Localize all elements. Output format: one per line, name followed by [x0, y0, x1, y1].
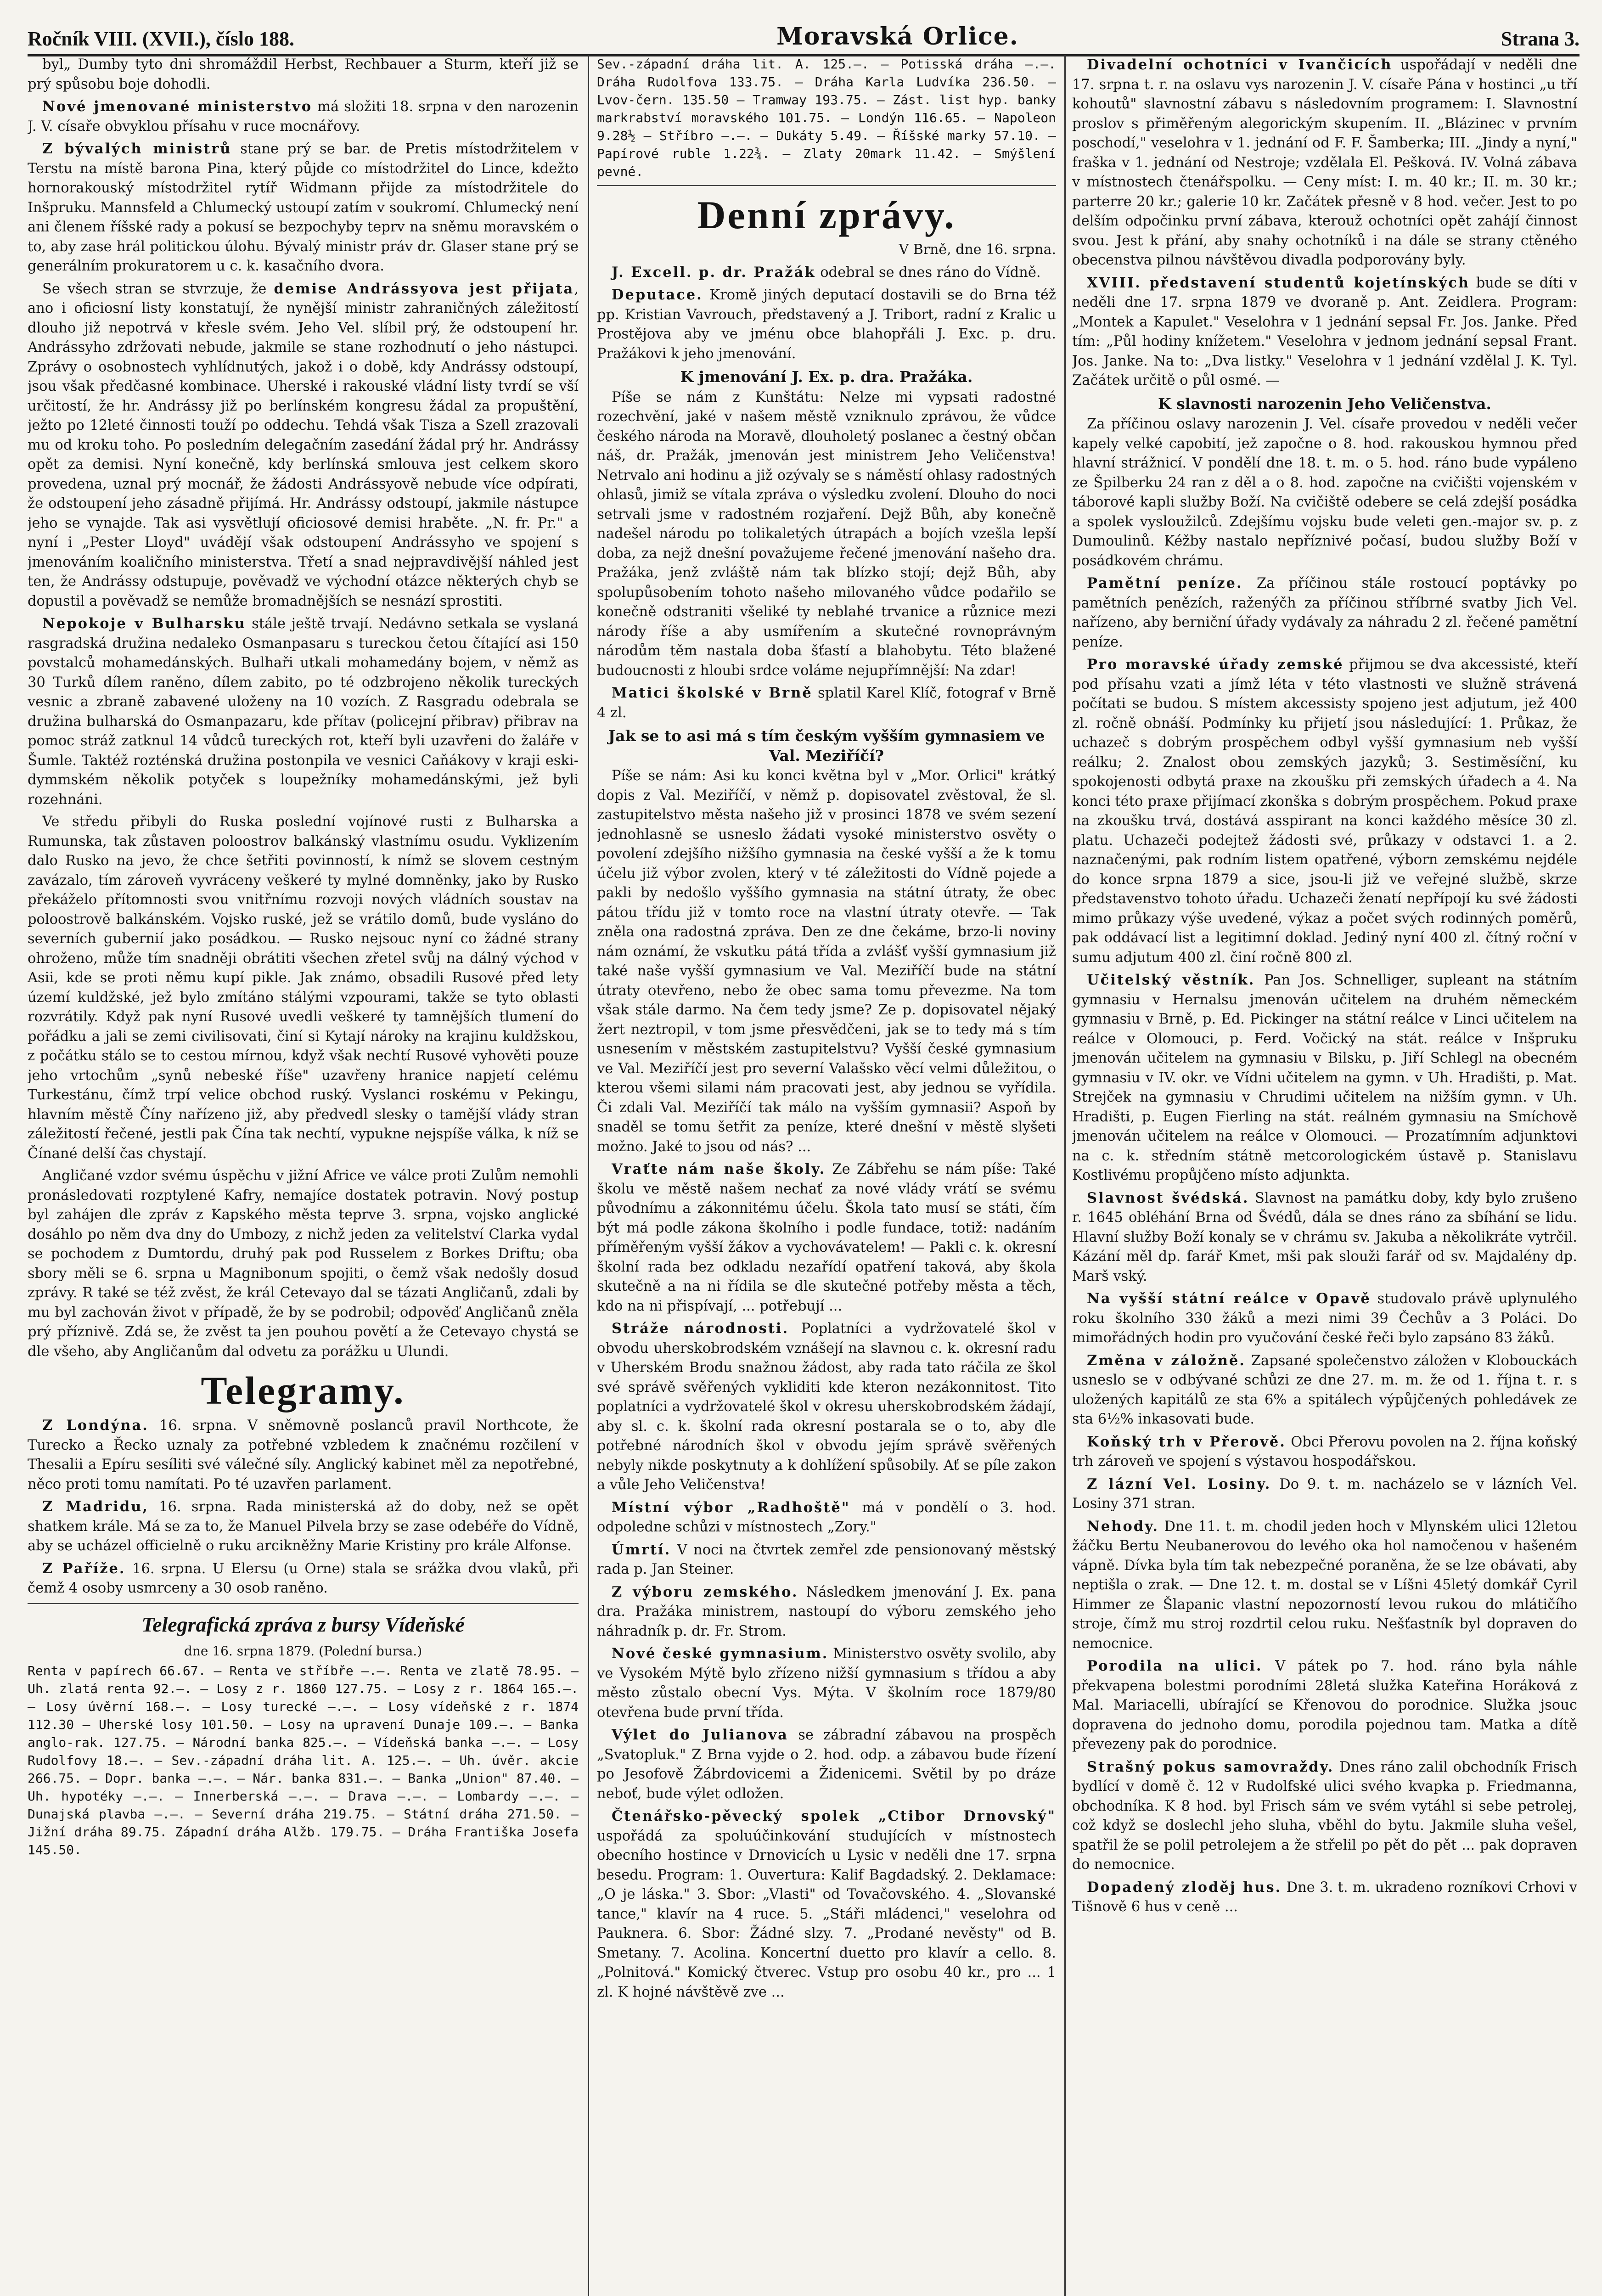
news-item: Na vyšší státní reálce v Opavě studovalo právě uplynulého roku školního 330 žáků a mezi nimi 39 Čechův a 3 Poláci. Do mimořádných hodin pro vyučování české řeči bylo zapsáno 83 žáků.: [1072, 1290, 1577, 1346]
news-headline: K slavnosti narozenin Jeho Veličenstva.: [1158, 394, 1491, 413]
column-1: [28, 55, 579, 2296]
column-3: [1072, 55, 1577, 2296]
dateline: V Brně, dne 16. srpna.: [899, 242, 1056, 258]
news-headline: K jmenování J. Ex. p. dra. Pražáka.: [680, 368, 973, 386]
article-paragraph: Ve středu přibyli do Ruska poslední vojínové rusti z Bulharska a Rumunska, tak zůstaven poloostrov balkánský vlastnímu osudu. Vyklizením dalo Rusko na jevo, že chce šetřiti povinností, k nímž se slovem cestným zavázalo, tím zároveň vyvráceny veškeré ty mylné domněnky, jako by Rusko překáželo přítomnosti svou vnitřnímu rozvoji nových vládních soustav na poloostrově balkánském. Vojsko ruské, jež se vrátilo domů, bude vysláno do severních gubernií jako posádkou. — Rusko nejsouc nyní co žádné strany ohroženo, může tím snadněji obrátiti všechen zřetel svůj na dálný východ v Asii, kde se proti němu kupí pikle. Jak známo, obsadili Rusové před lety území kuldžské, jež bylo zmítáno stálými vzpourami, takže se tyto oblasti rozvrátily. Když pak nyní Rusové uvedli veškeré ty tamnějších tlumení do pořádku a jali se zemi civilisovati, činí si Kytají nároky na krajinu kuldžskou, z počátku stálo se to cestou mírnou, když však nechtí Rusové vyhověti pouze jeho vrtochům „synů nebeské říše" uzavřeny hranice napjetí celému Turkestánu, čímž trpí velice obchod ruský. Vyslanci roskému v Pekingu, hlavním městě Číny nařízeno již, aby předvedl slesky o tamější vlády stran záležitostí řečené, jestli pak Čína tak nechtí, vypukne nejspíše válka, k níž se Čínané delší čas chystají.: [28, 814, 579, 1162]
bourse-subtitle: dne 16. srpna 1879. (Polední bursa.): [184, 1643, 422, 1659]
telegram: Z Londýna. 16. srpna. V sněmovně poslanců pravil Northcote, že Turecko a Řecko uznaly za potřebné vzbledem k značnému rozčilení v Thesalii a Epíru sesíliti své válečné síly. Anglický kabinet měl za nepotřebné, něco proti tomu namítati. Po té uzavřen parlament.: [28, 1417, 579, 1492]
article-paragraph: byl„ Dumby tyto dni shromáždil Herbst, Rechbauer a Sturm, kteří již se prý spůsobu boje dohodli.: [28, 56, 579, 92]
news-item: Koňský trh v Přerově. Obci Přerovu povolen na 2. října koňský trh zároveň ve spojení s výstavou hospodářskou.: [1072, 1433, 1577, 1469]
daily-news-heading: Denní zprávy.: [697, 193, 956, 237]
news-item: Z lázní Vel. Losiny. Do 9. t. m. nacházelo se v lázních Vel. Losiny 371 stran.: [1072, 1475, 1577, 1512]
news-item: Slavnost švédská. Slavnost na památku doby, kdy bylo zrušeno r. 1645 obléhání Brna od Švédů, dála se dnes ráno za sbíhání se lidu. Hlavní služby Boží konaly se v chrámu sv. Jakuba a několikráte vytrčil. Kázání měl dp. farář Kmet, mši pak slouži farář od sv. Majdalény dp. Marš vský.: [1072, 1189, 1577, 1284]
news-item: Učitelský věstník. Pan Jos. Schnelliger, supleant na státním gymnasiu v Hernalsu jmenován učitelem na druhém německém gymnasiu v Brně, p. Ed. Pickinger na státní reálce v Linci učitelem na reálce v Olomouci, p. Ferd. Vočický na stát. reálce v Inšpruku jmenován učitelem na gymnasiu v Bilsku, p. Jiří Schlegl na obecném gymnasiu v IV. okr. ve Vídni učitelem na gymn. v Uh. Hradišti, p. Mat. Strejček na gymnasiu v Chrudimi učitelem na nižším gymn. v Uh. Hradišti, p. Eugen Fierling na stát. reálném gymnasiu na Smíchově jmenován učitelem na reálce v Olomouci. — Prozatímním adjunktovi na c. k. středním státně metcorologickém ústavě p. Stanislavu Kostlivému propůjčeno místo adjunkta.: [1072, 972, 1577, 1183]
news-headline: Jak se to asi má s tím českým vyšším gymnasiem ve Val. Meziříčí?: [608, 727, 1045, 765]
article-paragraph: Se všech stran se stvrzuje, že demise Andrássyova jest přijata, ano i oficiosní listy konstatují, že nynější ministr zahraničných záležitostí dlouho již nepotrvá v křesle svém. Jeho Vel. slíbil prý, že odstoupení hr. Andrássyho zdržovati nebude, jakmile se stane rozhodnutí o jeho nástupci. Zprávy o osobnostech vyhlídnutých, jakož i o době, kdy Andrássy odstoupí, jsou však předčasné kombinace. Uherské i rakouské vládní listy tvrdí se vší určitostí, že hr. Andrássy již po berlínském kongresu žádal za propuštění, ježto po 12leté činnosti touží po oddechu. Tehdá však Tisza a Szell zrazovali mu od kroku toho. Po posledním delegačním zasedání žádal prý hr. Andrássy opět za demisi. Nyní konečně, kdy berlínská smlouva jest celkem skoro provedena, uznal prý mocnář, že žádosti Andrássyově nebude více odpírati, že odstoupení jeho zásadně přijímá. Hr. Andrássy odstoupí, jakmile nástupce jeho se vynajde. Tak asi vysvětlují oficiosové demisi hraběte. „N. fr. Pr." a nyní i „Pester Lloyd" uvádějí však odstoupení Andrássyho ve spojení s jmenováním koaličního ministerstva. Třetí a snad nejpravdivější náhled jest ten, že Andrássy odstupuje, pověvadž ve východní otázce některých chyb se dopustil a pověvadž se nemůže bromadnějších se nesnází sprostiti.: [28, 280, 579, 609]
news-item: Deputace. Kromě jiných deputací dostavili se do Brna též pp. Kristian Vavrouch, představený a J. Tribort, radní z Kralic u Prostějova aby ve jménu obce blahopřáli J. Exc. p. dru. Pražákovi k jeho jmenování.: [597, 287, 1056, 362]
news-item: Matici školské v Brně splatil Karel Klíč, fotograf v Brně 4 zl.: [597, 685, 1056, 721]
article-paragraph: Z bývalých ministrů stane prý se bar. de Pretis místodržitelem v Terstu na místě barona Pina, který půjde co místodržitel do Lince, kdežto hornorakouský místodržitel rytíř Widmann přijde za místodržitele do Inšpruku. Mannsfeld a Chlumecký ustoupí zatím v soukromí. Chlumecký není ani členem říšské rady a pokusí se bezpochyby teprv na sněmu moravském o to, aby zase hrál politickou úlohu. Bývalý ministr práv dr. Glaser stane prý se generálním prokuratorem u c. k. kasačního dvora.: [28, 141, 579, 274]
page-header: [28, 9, 1580, 56]
news-item: Stráže národnosti. Poplatníci a vydržovatelé škol v obvodu uherskobrodském vznášejí na slavnou c. k. okresní radu v Uherském Brodu snažnou žádost, aby rada tato ráčila ze škol své správě svěřených vykliditi kde kteron nezákonnitost. Tito poplatníci a vydržovatelé škol v okresu uherskobrodském žádají, aby sl. c. k. školní rada okresní postarala se o to, aby dle potřebné národních škol v obvodu jejím správě svěřených nebyly nikde poskytnuty a k dohlížení spůsobily. Ať se píle zakon a vůle Jeho Veličenstva!: [597, 1320, 1056, 1493]
masthead-title: Moravská Orlice.: [776, 23, 1019, 51]
news-item: Za příčinou oslavy narozenin J. Vel. císaře provedou v neděli večer kapely velké capobití, jež započne o 8. hod. rakouskou hymnou před hlavní strážnicí. V pondělí dne 18. t. m. o 5. hod. ráno bude vypáleno ze Špilberku 24 ran z děl a o 8. hod. započne na cvičišti vojenském v táborové kapli služby Boží. Na cvičiště odebere se celá zdejší posádka a spolek vysloužilců. Zdejšímu vojsku bude veleti gen.-major sv. p. z Dumoulinů. Kéžby nastalo nepříznivé počasí, budou služby Boží v posádkovém chrámu.: [1072, 416, 1577, 569]
news-item: Místní výbor „Radhoště" má v pondělí o 3. hod. odpoledne schůzi v místnostech „Zory.": [597, 1499, 1056, 1535]
page-number: Strana 3.: [1501, 28, 1580, 50]
news-item: Pamětní peníze. Za příčinou stále rostoucí poptávky po pamětních penězích, raženýčh za příčinou stříbrné svatby Jich Vel. nařízeno, aby berniční úřady vydávaly za náhradu 2 zl. řečené pamětní peníze.: [1072, 575, 1577, 650]
article-paragraph: Angličané vzdor svému úspěchu v jižní Africe ve válce proti Zulům nemohli pronásledovati rozptylené Kafry, nemajíce dostatek potravin. Nový postup byl zahájen dle zpráv z Kapského města teprve 3. srpna, vojsko anglické dosáhlo po něm dva dny do Umbozy, z nichž jeden za velitelství Clarka vydal se pochodem z Dumtordu, druhý pak pod Russelem z Borkes Driftu; oba sbory měli se 6. srpna u Magnibonum spojiti, o čemž však nedošly dosud zprávy. R také se též zvěst, že král Cetevayo dal se tázati Angličanů, zdali by mu byl zachován život v případě, že by se podrobil; odpověď Angličanů zněla prý příznivě. Zdá se, že zvěst ta jen pouhou povětí a že Cetevayo chystá se dle všeho, aby Angličanům dal odvetu za porážku u Ulundi.: [28, 1168, 579, 1360]
news-item: Nehody. Dne 11. t. m. chodil jeden hoch v Mlynském ulici 12letou žáčku Bertu Neubanerovou do levého oka hol namočenou v hašeném vápně. Dívka byla tím tak nebezpečné poraněna, že se lze obávati, aby neptišla o zrak. — Dne 12. t. m. dostal se v Líšni 45letý domkář Cyril Himmer ze Šlapanic vlastní nepozorností levou rukou do mlátičího stroje, čímž mu stroj rozdrtil celou ruku. Nešťastník byl dopraven do nemocnice.: [1072, 1518, 1577, 1652]
news-item: Dopadený zloděj hus. Dne 3. t. m. ukradeno rozníkovi Crhovi v Tišnově 6 hus v ceně ...: [1072, 1879, 1577, 1915]
news-item: Pro moravské úřady zemské přijmou se dva akcessisté, kteří pod přísahu vzati a jímž léta v této vlastnosti ve služně strávená počítati se budou. S místem akcessisty spojeno jest adjutum, jež 400 zl. ročně obnáší. Podmínky ku přijetí jsou následující: 1. Průkaz, že uchazeč s dobrým prospěchem odbyl vyšší gymnasium neb vyšší reálku; 2. Znalost obou zemských jazyků; 3. Sestiměsíční, ku spokojenosti odbytá praxe na zkoušku při zemských úřadech a 4. Na konci této praxe přijímací zkonška s dobrým prospěchem. Pokud praxe na zkoušku trvá, dostává asspirant na konci každého měsíce 30 zl. platu. Uchazeči podejtež žádosti své, průkazy v odstavci 1. a 2. naznačenými, pak rodním listem opatřené, výborn zemskému nejdéle do konce srpna 1879 a sice, jsou-li již ve veřejné službě, skrze představenstvo tohoto úřadu. Uchazeči ženatí nepřípojí ku své žádosti mimo průkazy výše uvedené, výkaz a počet svých rodinných poměrů, pak oddávací list a legitimní doklad. Jediný nyní 400 zl. čítný roční v sumu adjutum 400 zl. činí ročně 800 zl.: [1072, 656, 1577, 966]
news-item: Strašný pokus samovraždy. Dnes ráno zalil obchodník Frisch bydlící v domě č. 12 v Rudolfské ulici svého kvapka p. Friedmanna, obchodníka. K 8 hod. byl Frisch sám ve svém vytáhl si sebe petrolej, což když se doslechl jeho sluha, vběhl do bytu. Jakmile sluha vešel, spatřil že se polil petrolejem a že střelil po pět do pět ... pak dopraven do nemocnice.: [1072, 1758, 1577, 1873]
column-2: [597, 55, 1056, 2296]
bourse-quotes: Renta v papírech 66.67. — Renta ve stříbře —.—. Renta ve zlatě 78.95. — Uh. zlatá renta 92.—. — Losy z r. 1860 127.75. — Losy z r. 1864 165.—. — Losy úvěrní 168.—. — Losy turecké —.—. — Losy vídeňské z r. 1874 112.30 — Uherské losy 101.50. — Losy na upravení Dunaje 109.—. — Banka anglo-rak. 127.75. — Národní banka 825.—. — Vídeňská banka —.—. — Losy Rudolfovy 18.—. — Sev.-západní dráha lit. A. 125.—. — Uh. úvěr. akcie 266.75. — Dopr. banka —.—. — Nár. banka 831.—. — Banka „Union" 87.40. — Uh. hypotéky —.—. — Innerberská —.—. — Drava —.—. — Lombardy —.—. — Dunajská plavba —.—. — Severní dráha 219.75. — Státní dráha 271.50. — Jižní dráha 89.75. Západní dráha Alžb. 179.75. — Dráha Františka Josefa 145.50.: [28, 1663, 579, 1857]
news-item: Výlet do Julianova se zábradní zábavou na prospěch „Svatopluk." Z Brna vyjde o 2. hod. odp. a zábavou bude řízení po Jesofově Žábrdovicemi a Židenicemi. Světil by po dráze neboť, bude výlet odložen.: [597, 1727, 1056, 1802]
column-divider-1: [588, 55, 589, 2296]
column-divider-2: [1064, 55, 1066, 2296]
news-item: Změna v záložně. Zapsané společenstvo záložen v Klobouckách usneslo se v odbývané schůzi ze dne 27. m. m. že od 1. října t. r. s uložených kapitálů ze sta 6% a spitálech výpůjčených pohledávek ze sta 6½% inkasovati bude.: [1072, 1352, 1577, 1427]
news-item: Úmrtí. V noci na čtvrtek zemřel zde pensionovaný městský rada p. Jan Steiner.: [597, 1541, 1056, 1577]
issue-number: Ročník VIII. (XVII.), číslo 188.: [28, 28, 295, 50]
telegram: Z Paříže. 16. srpna. U Elersu (u Orne) stala se srážka dvou vlaků, při čemž 4 osoby usmrceny a 30 osob raněno.: [28, 1560, 579, 1596]
news-item: Z výboru zemského. Následkem jmenování J. Ex. pana dra. Pražáka ministrem, nastoupí do výboru zemského jeho náhradník p. dr. Fr. Strom.: [597, 1583, 1056, 1639]
telegrams-heading: Telegramy.: [201, 1368, 405, 1412]
news-item: Čtenářsko-pěvecký spolek „Ctibor Drnovský" uspořádá za spoluúčinkování studujících v místnostech obecního hostince v Drnovicích u Lysic v neděli dne 17. srpna besedu. Program: 1. Ouvertura: Kalif Bagdadský. 2. Deklamace: „O je láska." 3. Sbor: „Vlasti" od Tovačovského. 4. „Slovanské tance," klavír na 4 ruce. 5. „Stáři mládenci," veselohra od Pauknera. 6. Sbor: Žádné slzy. 7. „Prodané nevěsty" od B. Smetany. 7. Acolina. Koncertní duetto pro klavír a cello. 8. „Polnitová." Komický čtverec. Vstup pro osobu 40 kr., pro ... 1 zl. K hojné návštěvě zve ...: [597, 1808, 1056, 2000]
divider: [28, 1603, 579, 1604]
bourse-quotes-continued: Sev.-západní dráha lit. A. 125.—. — Potisská dráha —.—. Dráha Rudolfova 133.75. — Dráha Karla Ludvíka 236.50. — Lvov-čern. 135.50 — Tramway 193.75. — Zást. list hyp. banky markrabství moravského 101.75. — Londýn 116.65. — Napoleon 9.28½ — Stříbro —.—. — Dukáty 5.49. — Říšské marky 57.10. — Papírové ruble 1.22¾. — Zlaty 20mark 11.42. — Smýšlení pevné.: [597, 56, 1056, 179]
divider: [597, 185, 1056, 186]
news-item: XVIII. představení studentů kojetínských bude se díti v neděli dne 17. srpna 1879 ve dvoraně p. Ant. Zeidlera. Program: „Montek a Kapulet." Veselohra v 1 jednání sepsal Fr. Jos. Janke. Před tím: „Půl hodiny knížetem." Veselohra v jednom jednání sepsal Frant. Jos. Janke. Na to: „Dva listky." Veselohra v 1 jednání vzdělal J. K. Tyl. Začátek určitě o půl osmé. —: [1072, 274, 1577, 388]
article-paragraph: Nové jmenované ministerstvo má složiti 18. srpna v den narozenin J. V. císaře obvyklou přísahu v ruce mocnářovy.: [28, 98, 579, 135]
news-item: Píše se nám z Kunštátu: Nelze mi vypsati radostné rozechvění, jaké v našem městě vzniknulo zprávou, že vůdce českého národa na Moravě, dlouholetý poslanec a čestný občan náš, dr. Pražák, jmenován jest ministrem Jeho Veličenstva! Netrvalo ani hodinu a již ozývaly se s náměstí ohlasy radostných ohlasů, jimiž se vítala zpráva o výsledku zvolení. Dlouho do noci setrvali jsme v radostném rozjaření. Dejž Bůh, aby konečně nadešel národu po tolikaletých útrapách a bojích vzešla lepší doba, za nejž dnešní považujeme řečené jmenování našeho dra. Pražáka, jenž zvláště nám tak blízko stojí; dejž Bůh, aby spolupůsobením tohoto našeho milovaného vůdce podařilo se konečně odstraniti všeliké ty neblahé trvanice a různice mezi národy říše a aby usmířením a skutečné rovnoprávným národům těm nastala doba šťastí a blahobytu. Této blažené budoucnosti z hloubi srdce voláme nejupřímnější: Na zdar!: [597, 389, 1056, 679]
news-item: Píše se nám: Asi ku konci května byl v „Mor. Orlici" krátký dopis z Val. Meziříčí, v němž p. dopisovatel zvěstoval, že sl. zastupitelstvo města našeho již v prosinci 1878 ve svém sezení jednohlasně se usneslo žádati vysoké ministerstvo osvěty o povolení zdejšího nižšího gymnasia na české vyšší a že k tomu účelu již výbor zvolen, který v té záležitosti do Vídně pojede a pakli by nedošlo vyššího gymnasia na státní útraty, že obec pátou třídu již v tomto roce na vlastní útraty otevře. — Tak zněla ona radostná zpráva. Den ze dne čekáme, brzo-li noviny nám oznámí, že vskutku pátá třída a zvlášť vyšší gymnasium již také naše vyšší gymnasium ve Val. Meziříčí bude na státní útraty otevřeno, nebo že obec sama tomu převezme. Na tom však stále darmo. Na čem tedy jsme? Ze p. dopisovatel nějaký žert neztropil, v tom jsme přesvědčeni, jak se to tedy má s tím usnesením v městském zastupitelstvu? Vyšší české gymnasium ve Val. Meziříčí jest pro severní Valašsko věcí velmi důležitou, o kterou všemi silami nám pracovati jest, aby jednou se vyřídila. Či zdali Val. Meziříčí tak málo na vyšším gymnasii? Aspoň by snaděl se tomu šetřit za peníze, které dnešní v městě slyšeti možno. Jaké to jsou od nás? ...: [597, 768, 1056, 1155]
news-item: Divadelní ochotníci v Ivančicích uspořádají v neděli dne 17. srpna t. r. na oslavu vys narozenin J. V. císaře Pána v hostinci „u tří kohoutů" slavnostní zábavu s následovním programem: I. Slavnostní proslov s přiměřeným alegorickým skupením. II. „Blázinec v prvním poschodí," veselohra v 1. jednání od F. F. Šamberka; III. „Jindy a nyní," fraška v 1. jednání od Nestroje; vzdělala El. Pešková. IV. Volná zábava v místnostech čtenářspolku. — Ceny míst: I. m. 40 kr.; II. m. 30 kr.; parterre 20 kr.; galerie 10 kr. Začátek přesně v 8 hod. večer. Jest to po delším odpočinku první zábava, kterouž ochotníci opět zahájí činnost svou. Jest k přání, aby snahy ochotníků i na dále se strany ctěného obecenstva pilnou návštěvou divadla podporovány byly.: [1072, 56, 1577, 268]
article-paragraph: Nepokoje v Bulharsku stále ještě trvají. Nedávno setkala se vyslaná rasgradská družina nedaleko Osmanpasaru s tureckou četou čítající asi 150 povstalců mohamedánských. Bulhaři utkali mohamedány bojem, v němž as 30 Turků dílem raněno, dílem zabito, po té odzbrojeno několik tureckých vesnic a zbraně zabavené uloženy na 10 vozích. Z Rasgradu odebrala se družina bulharská do Osmanpazaru, kde přítav (policejní přibrav) přibrav na pomoc stráž zatknul 14 vůdců tureckých rot, kteří byli uzavřeni do žaláře v Šumle. Taktéž rozténská družina postonpila ve vesnici Caňákovy v kraji eski-dymmském několik potyček s loupežníky mohamedánskými, jež byli rozehnáni.: [28, 615, 579, 808]
telegram: Z Madridu, 16. srpna. Rada ministerská až do doby, než se opět shatkem krále. Má se za to, že Manuel Pilvela brzy se zase odebéře do Vídně, aby se ucházel officielně o ruku arcikněžny Marie Kristiny pro krále Alfonse.: [28, 1498, 579, 1554]
bourse-heading: Telegrafická zpráva z bursy Vídeňské: [141, 1612, 465, 1636]
news-item: J. Excell. p. dr. Pražák odebral se dnes ráno do Vídně.: [612, 264, 1041, 281]
news-item: Vraťte nám naše školy. Ze Zábřehu se nám píše: Také školu ve městě našem nechať za nové vlády vrátí se svému původnímu a zákonnitému účelu. Škola tato musí se státi, čím být má podle zákona školního i podle fundace, totiž: nadáním příměřeným vyšší žákov a vychovávatelem! — Pakli c. k. okresní školní rada bez odkladu nezařídí opatření taková, aby škola skutečně a na ni řídila se dle skutečné potřeby města a těch, kdo na ni přispívají, ... potřebují ...: [597, 1161, 1056, 1314]
news-item: Nové české gymnasium. Ministerstvo osvěty svolilo, aby ve Vysokém Mýtě bylo zřízeno nižší gymnasium s třídou a aby město zůstalo obecní Vys. Mýta. V školním roce 1879/80 otevřena bude první třída.: [597, 1645, 1056, 1721]
news-item: Porodila na ulici. V pátek po 7. hod. ráno byla náhle překvapena bolestmi porodními 28letá služka Kateřina Horáková z Mal. Mariacelli, ubírající se Křenovou do porodnice. Služka jsouc dopravena do jednoho domu, porodila pojednou tam. Matka a dítě převezeny pak do porodnice.: [1072, 1658, 1577, 1752]
